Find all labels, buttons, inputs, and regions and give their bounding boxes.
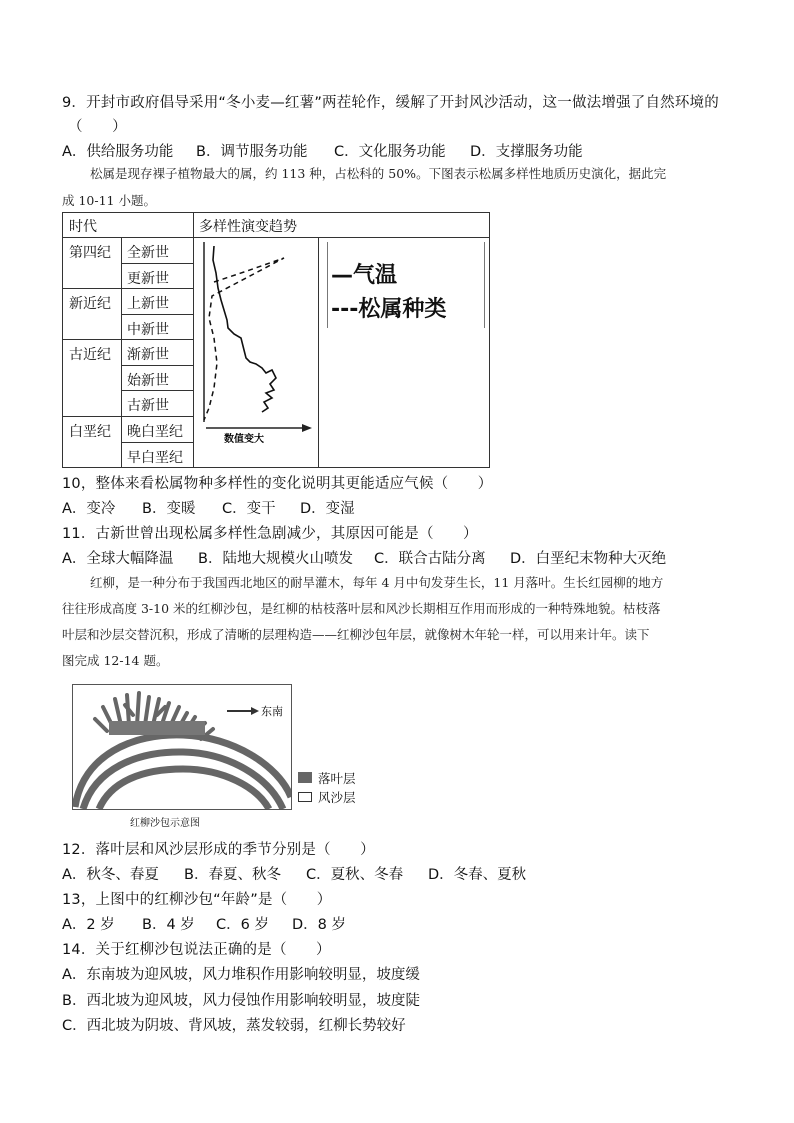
- q13-option-c: C．6 岁: [216, 917, 269, 933]
- q12-option-a: A．秋冬、春夏: [62, 867, 159, 883]
- legend-sand-label: 风沙层: [318, 790, 356, 805]
- q9-option-c: C．文化服务功能: [334, 144, 446, 160]
- q9-option-a: A．供给服务功能: [62, 144, 174, 160]
- legend-species: [331, 292, 446, 323]
- period-quaternary: 第四纪: [69, 245, 111, 261]
- q11-option-c: C．联合古陆分离: [374, 551, 486, 567]
- q10-option-d: D．变湿: [300, 501, 355, 517]
- q10-option-b: B．变暖: [142, 501, 196, 517]
- graph-axis-label: 数值变大: [224, 434, 264, 445]
- epoch-paleocene: 古新世: [127, 398, 169, 414]
- q13-stem: 13，上图中的红柳沙包“年龄”是（ ）: [62, 892, 332, 908]
- epoch-pleistocene: 更新世: [127, 271, 169, 287]
- q12-stem: 12．落叶层和风沙层形成的季节分别是（ ）: [62, 842, 375, 858]
- epoch-eocene: 始新世: [127, 373, 169, 389]
- epoch-pliocene: 上新世: [127, 296, 169, 312]
- legend-sand-swatch: [298, 792, 312, 802]
- q9-blank: （ ）: [68, 119, 127, 135]
- era-diversity-table: [62, 212, 490, 468]
- legend-species-label: 松属种类: [358, 297, 447, 322]
- epoch-holocene: 全新世: [127, 245, 169, 261]
- period-cretaceous: 白垩纪: [69, 424, 111, 440]
- q14-option-c: C．西北坡为阴坡、背风坡，蒸发较弱，红柳长势较好: [62, 1018, 406, 1034]
- q9-option-b: B．调节服务功能: [196, 144, 308, 160]
- graph-legend: [319, 238, 490, 468]
- intro-tamarisk-line3: 叶层和沙层交替沉积，形成了清晰的层理构造——红柳沙包年层，就像树木年轮一样，可以用来计年。读下: [62, 627, 650, 642]
- q11-option-b: B．陆地大规模火山喷发: [198, 551, 353, 567]
- tamarisk-mound-drawing: [73, 685, 291, 809]
- epoch-late-cretaceous: 晚白垩纪: [127, 424, 183, 440]
- period-paleogene: 古近纪: [69, 347, 111, 363]
- period-neogene: 新近纪: [69, 296, 111, 312]
- epoch-miocene: 中新世: [127, 322, 169, 338]
- intro-pine-line2: 成 10-11 小题。: [62, 193, 156, 208]
- q14-option-b: B．西北坡为迎风坡，风力侵蚀作用影响较明显，坡度陡: [62, 993, 420, 1009]
- q10-option-c: C．变干: [222, 501, 276, 517]
- q14-option-a: A．东南坡为迎风坡，风力堆积作用影响较明显，坡度缓: [62, 967, 420, 983]
- temperature-line: [213, 246, 276, 412]
- epoch-early-cretaceous: 早白垩纪: [127, 450, 183, 466]
- epoch-oligocene: 渐新世: [127, 347, 169, 363]
- table-header-trend: 多样性演变趋势: [199, 219, 297, 235]
- legend-temperature-label: 气温: [353, 263, 398, 288]
- legend-temperature: [331, 258, 397, 289]
- figure-caption: 红柳沙包示意图: [130, 818, 200, 829]
- intro-pine-line1: 松属是现存裸子植物最大的属，约 113 种，占松科的 50%。下图表示松属多样性地质历史演化，据此完: [90, 166, 667, 181]
- q12-option-c: C．夏秋、冬春: [306, 867, 404, 883]
- q14-stem: 14．关于红柳沙包说法正确的是（ ）: [62, 942, 331, 958]
- q13-option-a: A．2 岁: [62, 917, 115, 933]
- legend-leaf-label: 落叶层: [318, 771, 356, 786]
- species-dashed-line: [204, 258, 284, 420]
- legend-temperature-mark: —: [331, 263, 353, 288]
- q12-option-d: D．冬春、夏秋: [428, 867, 527, 883]
- legend-species-mark: ---: [331, 297, 359, 322]
- table-header-era: 时代: [69, 219, 97, 235]
- q11-option-a: A．全球大幅降温: [62, 551, 174, 567]
- intro-tamarisk-line4: 图完成 12-14 题。: [62, 653, 169, 668]
- tamarisk-mound-figure: [72, 684, 292, 810]
- q11-stem: 11．古新世曾出现松属多样性急剧减少，其原因可能是（ ）: [62, 526, 478, 542]
- intro-tamarisk-line2: 往往形成高度 3-10 米的红柳沙包，是红柳的枯枝落叶层和风沙长期相互作用而形成的一种特殊地貌。枯枝落: [62, 601, 661, 616]
- q9-option-d: D．支撑服务功能: [470, 144, 583, 160]
- q13-option-d: D．8 岁: [292, 917, 346, 933]
- legend-leaf-swatch: [298, 772, 312, 783]
- q13-option-b: B．4 岁: [142, 917, 195, 933]
- diversity-trend-graph: [194, 238, 318, 468]
- intro-tamarisk-line1: 红柳，是一种分布于我国西北地区的耐旱灌木，每年 4 月中旬发芽生长，11 月落叶。生长红园柳的地方: [90, 575, 664, 590]
- graph-x-arrow: [302, 424, 312, 432]
- q11-option-d: D．白垩纪末物种大灭绝: [510, 551, 667, 567]
- q10-stem: 10，整体来看松属物种多样性的变化说明其更能适应气候（ ）: [62, 476, 493, 492]
- q12-option-b: B．春夏、秋冬: [184, 867, 281, 883]
- q9-stem: 9．开封市政府倡导采用“冬小麦—红薯”两茬轮作，缓解了开封风沙活动，这一做法增强了自然环境的: [62, 95, 719, 111]
- direction-arrow-head: [251, 707, 259, 715]
- direction-label: 东南: [261, 705, 283, 718]
- q10-option-a: A．变冷: [62, 501, 116, 517]
